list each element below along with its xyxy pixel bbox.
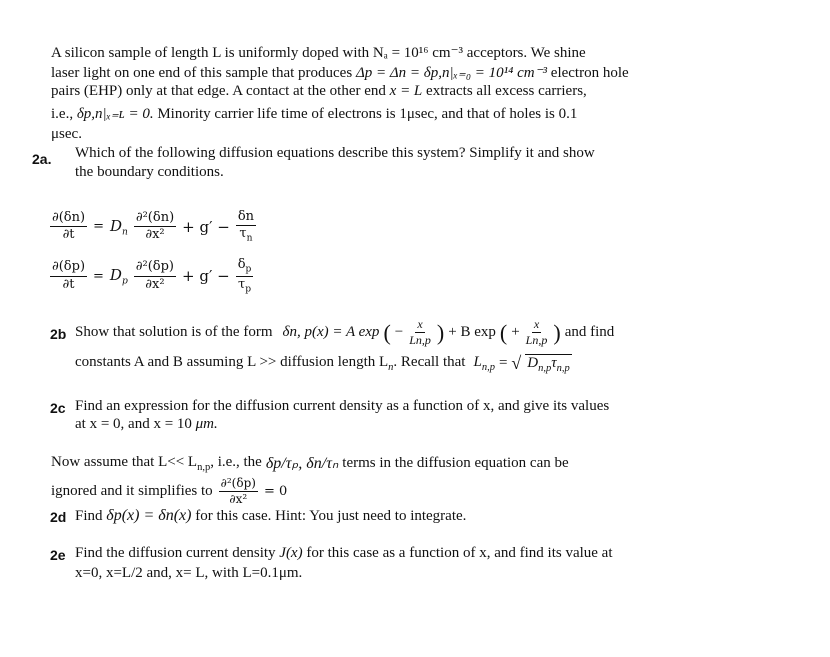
second-derivative-fraction: $\frac{\text{∂²(δp)}}{\text{∂x²}}$ — [135, 259, 175, 292]
diffusion-equation-electrons: $\frac{\partial(\delta n)}{\partial t}$ = $D_n$ $\frac{\text{∂²(δn)}}{\text{∂x²}}$ + g′ − $\frac{\delta n}{\tau_n}$ — [52, 209, 255, 244]
excess-carrier-expression: Δp = Δn = δp,n|ₓ₌₀ = 10¹⁴ cm⁻³ — [355, 65, 548, 81]
question-2e-line-1: Find the diffusion current density J(x) for this case as a function of x, and find its value at — [75, 545, 613, 561]
diffusion-length: $L_{n,p}$ — [473, 354, 495, 373]
intro-line-3: pairs (EHP) only at that edge. A contact at the other end x = L extracts all excess carriers, — [51, 83, 587, 99]
recombination-fraction: $\frac{\delta n}{\tau_n}$ — [237, 209, 255, 244]
intro-line-2: laser light on one end of this sample that produces Δp = Δn = δp,n|ₓ₌₀ = 10¹⁴ cm⁻³ electron hole — [51, 65, 629, 81]
boundary-condition: δp,n|ₓ₌ʟ = 0. — [76, 106, 154, 122]
question-2c-number: 2c — [50, 400, 66, 416]
intro-line-4: i.e., δp,n|ₓ₌ʟ = 0. Minority carrier life time of electrons is 1μsec, and that of holes is 0.1 — [51, 106, 578, 122]
second-derivative-fraction: $\frac{\text{∂²(δn)}}{\text{∂x²}}$ — [135, 210, 175, 243]
diffusion-coefficient: $D_p$ — [109, 265, 128, 287]
question-2d-text: Find δp(x) = δn(x) for this case. Hint: You just need to integrate. — [75, 507, 467, 524]
simplified-equation-fraction: $\frac{\text{∂²(δp)}}{\text{∂x²}}$ — [220, 476, 256, 507]
question-2c-line-2: at x = 0, and x = 10 μm. — [75, 416, 218, 432]
excess-carrier-function: δp(x) = δn(x) — [106, 507, 192, 524]
diffusion-coefficient: $D_n$ — [109, 216, 128, 238]
exp-argument-negative: $\frac{x}{Ln,p}$ — [409, 317, 431, 348]
question-2b-number: 2b — [50, 326, 67, 342]
contact-position: x = L — [389, 83, 423, 99]
intro-line-1: A silicon sample of length L is uniformly doped with Nₐ = 10¹⁶ cm⁻³ acceptors. We shine — [51, 45, 586, 61]
lhs-fraction: $\frac{\partial(\delta n)}{\partial t}$ — [52, 210, 86, 243]
exp-argument-positive: $\frac{x}{Ln,p}$ — [525, 317, 548, 348]
diffusion-equation-holes: $\frac{\partial(\delta p)}{\partial t}$ = $D_p$ $\frac{\text{∂²(δp)}}{\text{∂x²}}$ + g′ − $\frac{\delta_p}{\tau_p}$ — [52, 257, 252, 295]
question-2a-number: 2a. — [32, 151, 52, 167]
lhs-fraction: $\frac{\partial(\delta p)}{\partial t}$ — [52, 259, 86, 292]
neglected-terms: δp/τₚ, δn/τₙ — [265, 455, 339, 472]
question-2e-line-2: x=0, x=L/2 and, x= L, with L=0.1μm. — [75, 565, 303, 581]
solution-form: δn, p(x) = A exp — [282, 324, 380, 341]
sqrt-content: $D_{n,p}\tau_{n,p}$ — [527, 354, 570, 374]
question-2d-number: 2d — [50, 509, 67, 525]
question-2c-line-1: Find an expression for the diffusion current density as a function of x, and give its values — [75, 398, 610, 414]
assumption-line-1: Now assume that $L<< L_{n,p}$, i.e., the δp/τₚ, δn/τₙ terms in the diffusion equation can be — [51, 453, 569, 473]
question-2b-line-1: Show that solution is of the form δn, p(x) = A exp ( − $\frac{x}{Ln,p}$ ) + B exp ( + $\frac{x}{Ln,p}$ ) and find — [75, 317, 615, 348]
sqrt-icon: √ — [511, 353, 522, 373]
question-2a-line-2: the boundary conditions. — [75, 164, 224, 180]
intro-line-5: μsec. — [51, 126, 82, 142]
recombination-fraction: $\frac{\delta_p}{\tau_p}$ — [237, 257, 252, 295]
assumption-line-2: ignored and it simplifies to $\frac{\text{∂²(δp)}}{\text{∂x²}}$ = 0 — [51, 476, 288, 507]
question-2e-number: 2e — [50, 547, 66, 563]
question-2a-line-1: Which of the following diffusion equations describe this system? Simplify it and show — [75, 145, 595, 161]
question-2b-line-2: constants A and B assuming L >> diffusion length $L_n$. Recall that $L_{n,p}$ = √ $D_{n,p}\tau_{n,p}$ — [75, 353, 570, 374]
